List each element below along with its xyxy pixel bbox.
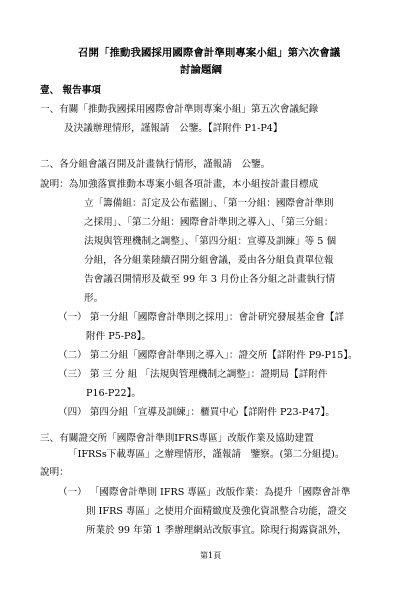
page-number: 第1頁 xyxy=(200,551,222,560)
item3-sub1-line1: （一） 「國際會計準則 IFRS 專區」改版作業：為提升「國際會計準 xyxy=(58,487,351,498)
document-title-line1: 召開「推動我國採用國際會計準則專案小組」第六次會議 xyxy=(78,47,341,59)
item2-explain-line5: 分組，各分組業陸續召開分組會議，爰由各分組負責單位報 xyxy=(84,255,334,266)
item2-explain-line2: 立「籌備組：訂定及公布藍圖」、「第一分組：國際會計準則 xyxy=(84,198,334,209)
item3-sub1-line2: 則 IFRS 專區」之使用介面精緻度及強化資訊整合功能，證交 xyxy=(86,506,347,517)
item2-explain-line6: 告會議召開情形及截至 99 年 3 月份止各分組之計畫執行情 xyxy=(84,274,336,285)
item2-explain-line4: 法規與管理機制之調整」、「第四分組：宣導及訓練」等 5 個 xyxy=(84,236,337,247)
section1-heading: 壹、 報告事項 xyxy=(40,85,101,96)
document-title-line2: 討論題綱 xyxy=(180,64,222,76)
item2-explain-line1: 說明：為加強落實推動本專案小組各項計畫，本小組按計畫目標成 xyxy=(40,179,319,190)
item2-line1: 二、各分組會議召開及計畫執行情形，謹報請 公鑒。 xyxy=(40,159,271,170)
item2-sub1-line2: 附件 P5-P8】。 xyxy=(86,331,151,342)
item3-explain-label: 說明： xyxy=(40,467,69,478)
item1-line1: 一、有關「推動我國採用國際會計準則專案小組」第五次會議紀錄 xyxy=(40,104,319,115)
item3-line2: 「IFRSs下載專區」之辦理情形，謹報請 鑒察。(第二分組提)。 xyxy=(68,449,345,460)
item2-explain-line7: 形。 xyxy=(84,293,104,304)
item2-explain-line3: 之採用」、「第二分組：國際會計準則之導入」、「第三分組： xyxy=(84,217,334,228)
item3-sub1-line3: 所業於 99 年第 1 季辦理網站改版事宜。除現行揭露資訊外， xyxy=(86,525,347,536)
item1-line2: 及決議辦理情形，謹報請 公鑒。【詳附件 P1-P4】 xyxy=(64,123,283,134)
item2-sub1-line1: （一） 第一分組「國際會計準則之採用」：會計研究發展基金會【詳 xyxy=(58,312,345,323)
item2-sub4-line1: （四） 第四分組「宣導及訓練」：櫃買中心【詳附件 P23-P47】。 xyxy=(58,407,335,418)
item3-line1: 三、有關證交所「國際會計準則IFRS專區」改版作業及協助建置 xyxy=(40,433,314,444)
item2-sub2-line1: （二） 第二分組「國際會計準則之導入」：證交所【詳附件 P9-P15】。 xyxy=(58,350,358,361)
item2-sub3-line1: （三） 第 三 分 組 「法規與管理機制之調整」：證期局【詳附件 xyxy=(58,369,328,380)
item2-sub3-line2: P16-P22】。 xyxy=(86,388,141,399)
